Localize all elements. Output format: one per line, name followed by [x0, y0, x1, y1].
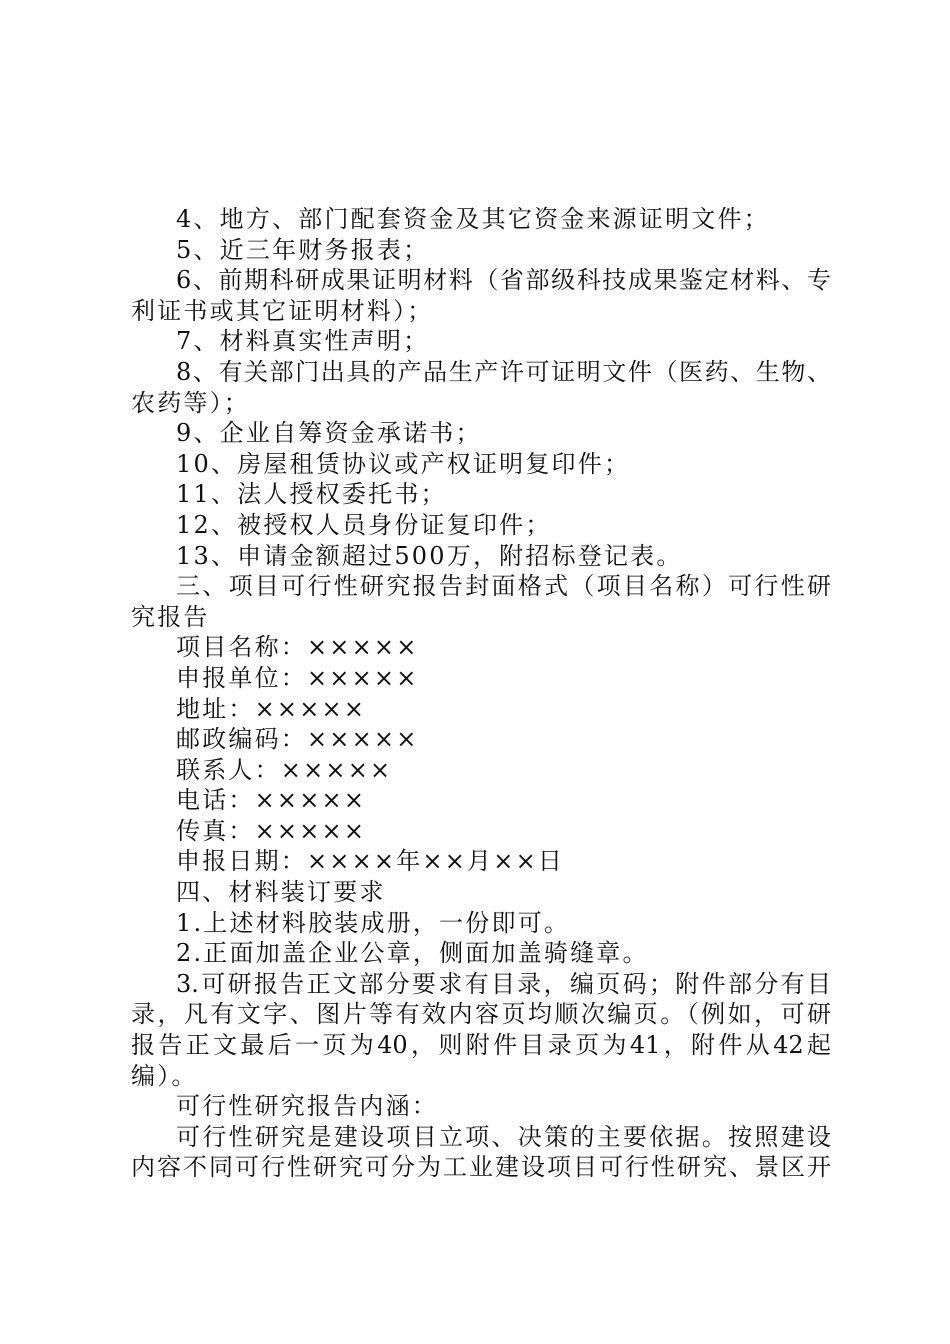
list-item-10: 10、房屋租赁协议或产权证明复印件；	[176, 449, 631, 478]
list-item-13: 13、申请金额超过500万，附招标登记表。	[176, 541, 683, 570]
feasibility-paragraph-line-2: 内容不同可行性研究可分为工业建设项目可行性研究、景区开	[131, 1153, 831, 1182]
document-body	[131, 204, 831, 1183]
list-item-8-line-1: 8、有关部门出具的产品生产许可证明文件（医药、生物、	[176, 357, 831, 386]
list-item-4: 4、地方、部门配套资金及其它资金来源证明文件；	[176, 205, 770, 233]
list-item-12: 12、被授权人员身份证复印件；	[176, 510, 552, 539]
list-item-11: 11、法人授权委托书；	[176, 480, 447, 509]
binding-rule-3-line-4: 编）。	[131, 1061, 198, 1090]
cover-field-contact: 联系人：×××××	[176, 755, 393, 784]
binding-rule-2: 2.正面加盖企业公章，侧面加盖骑缝章。	[176, 939, 649, 968]
cover-field-date: 申报日期：××××年××月××日	[176, 847, 565, 876]
list-item-5: 5、近三年财务报表；	[176, 235, 430, 264]
feasibility-heading: 可行性研究报告内涵：	[176, 1092, 438, 1121]
binding-rule-1: 1.上述材料胶装成册，一份即可。	[176, 908, 571, 937]
list-item-8-line-2: 农药等）；	[131, 388, 250, 417]
cover-field-postcode: 邮政编码：×××××	[176, 725, 419, 754]
section-4-heading: 四、材料装订要求	[176, 878, 386, 907]
feasibility-paragraph-line-1: 可行性研究是建设项目立项、决策的主要依据。按照建设	[176, 1122, 831, 1151]
list-item-6-line-1: 6、前期科研成果证明材料（省部级科技成果鉴定材料、专	[176, 266, 831, 295]
list-item-6-line-2: 利证书或其它证明材料）；	[131, 296, 434, 325]
cover-field-fax: 传真：×××××	[176, 816, 367, 845]
list-item-9: 9、企业自筹资金承诺书；	[176, 419, 482, 448]
binding-rule-3-line-1: 3.可研报告正文部分要求有目录，编页码；附件部分有目	[176, 969, 831, 998]
section-3-heading-line-2: 究报告	[131, 602, 210, 631]
cover-field-address: 地址：×××××	[176, 694, 367, 723]
section-3-heading-line-1: 三、项目可行性研究报告封面格式（项目名称）可行性研	[176, 572, 831, 601]
binding-rule-3-line-2: 录，凡有文字、图片等有效内容页均顺次编页。（例如，可研	[131, 1000, 831, 1029]
list-item-7: 7、材料真实性声明；	[176, 327, 430, 356]
binding-rule-3-line-3: 报告正文最后一页为40，则附件目录页为41，附件从42起	[131, 1031, 831, 1060]
cover-field-applicant: 申报单位：×××××	[176, 663, 419, 692]
cover-field-project-name: 项目名称：×××××	[176, 633, 419, 662]
cover-field-phone: 电话：×××××	[176, 786, 367, 815]
